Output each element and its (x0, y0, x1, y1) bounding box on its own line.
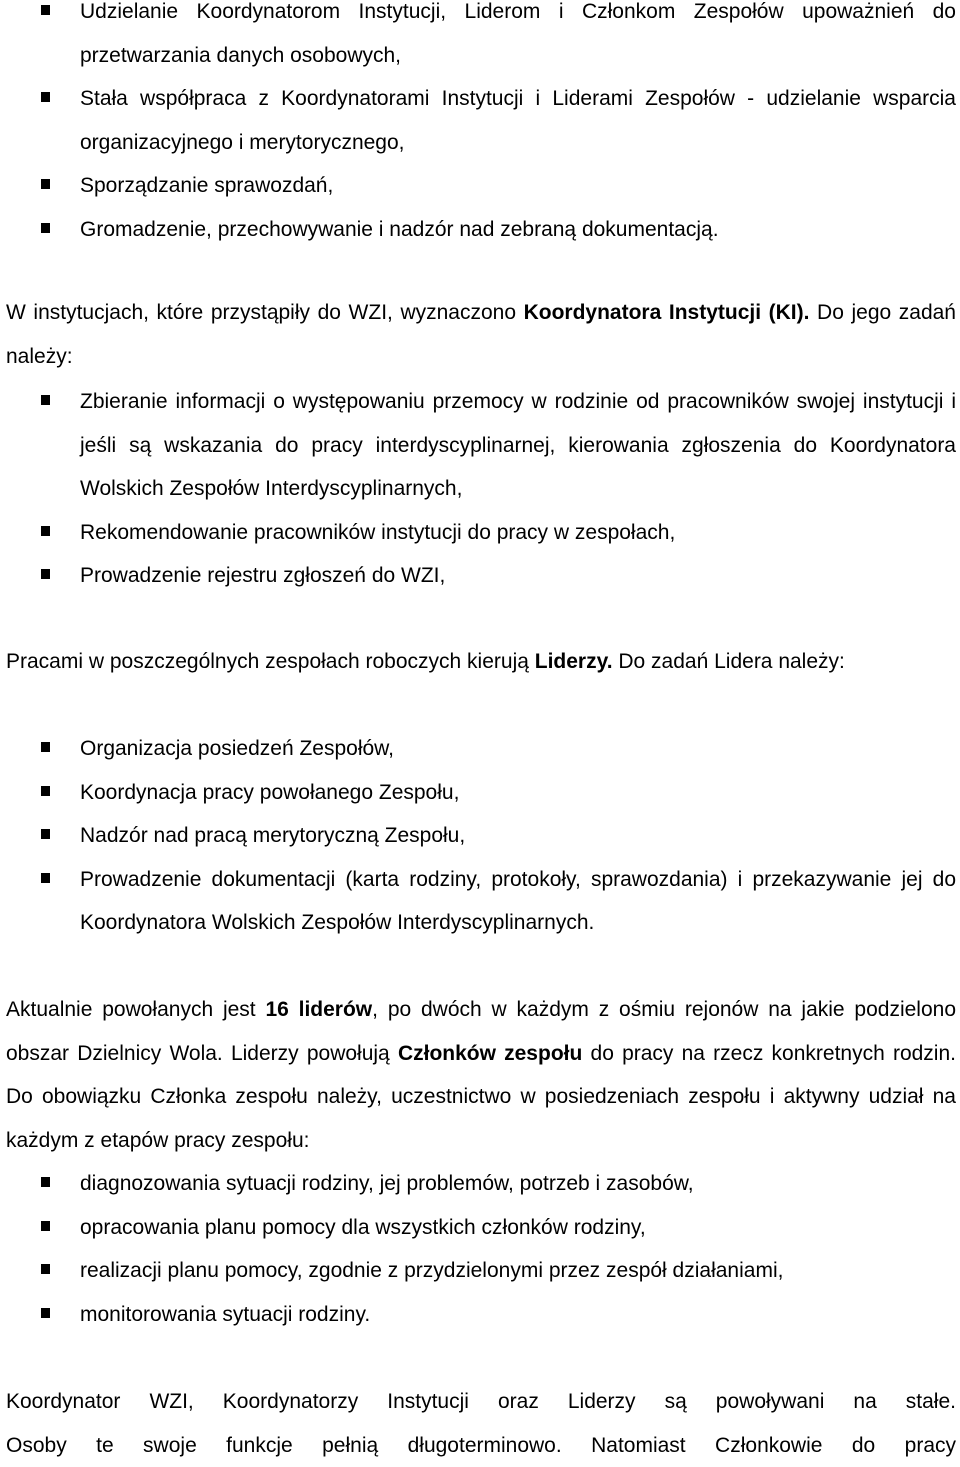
square-bullet-icon (41, 873, 50, 883)
list-item: Rekomendowanie pracowników instytucji do pracy w zespołach, (0, 511, 956, 555)
list-item: monitorowania sytuacji rodziny. (0, 1293, 956, 1337)
list-item: realizacji planu pomocy, zgodnie z przydzielonymi przez zespół działaniami, (0, 1249, 956, 1293)
square-bullet-icon (41, 1177, 50, 1187)
list-item: diagnozowania sytuacji rodziny, jej problemów, potrzeb i zasobów, (0, 1162, 956, 1206)
paragraph-institution-coordinator: W instytucjach, które przystąpiły do WZI, wyznaczono Koordynatora Instytucji (KI). Do jego zadań należy: (6, 301, 956, 368)
list-item: Gromadzenie, przechowywanie i nadzór nad zebraną dokumentacją. (0, 208, 956, 252)
list-item: Prowadzenie dokumentacji (karta rodziny, protokoły, sprawozdania) i przekazywanie jej do Koordynatora Wolskich Zespołów Interdyscyplinarnych. (0, 858, 956, 945)
list-item: Prowadzenie rejestru zgłoszeń do WZI, (0, 554, 956, 598)
list-item: Organizacja posiedzeń Zespołów, (0, 727, 956, 771)
list-item: Stała współpraca z Koordynatorami Instytucji i Liderami Zespołów - udzielanie wsparcia organizacyjnego i merytorycznego, (0, 77, 956, 164)
square-bullet-icon (41, 179, 50, 189)
list-item: Nadzór nad pracą merytoryczną Zespołu, (0, 814, 956, 858)
list-item: opracowania planu pomocy dla wszystkich członków rodziny, (0, 1206, 956, 1250)
list-item: Sporządzanie sprawozdań, (0, 164, 956, 208)
list-item: Zbieranie informacji o występowaniu przemocy w rodzinie od pracowników swojej instytucji i jeśli są wskazania do pracy interdyscyplinarnej, kierowania zgłoszenia do Koordynatora Wolskich Zespołów Interdyscyplinarnych, (0, 380, 956, 511)
square-bullet-icon (41, 92, 50, 102)
list-item: Udzielanie Koordynatorom Instytucji, Liderom i Członkom Zespołów upoważnień do przetwarzania danych osobowych, (0, 0, 956, 77)
square-bullet-icon (41, 1308, 50, 1318)
square-bullet-icon (41, 526, 50, 536)
duties-list-institution-coordinator (0, 380, 956, 598)
list-item: Koordynacja pracy powołanego Zespołu, (0, 771, 956, 815)
square-bullet-icon (41, 742, 50, 752)
duties-list-leader (0, 727, 956, 945)
square-bullet-icon (41, 5, 50, 15)
paragraph-leaders: Pracami w poszczególnych zespołach roboczych kierują Liderzy. Do zadań Lidera należy: (6, 650, 845, 673)
square-bullet-icon (41, 1221, 50, 1231)
square-bullet-icon (41, 223, 50, 233)
duties-list-team-member (0, 1162, 956, 1336)
square-bullet-icon (41, 829, 50, 839)
duties-list-wzi-coordinator (0, 0, 956, 251)
square-bullet-icon (41, 395, 50, 405)
square-bullet-icon (41, 569, 50, 579)
square-bullet-icon (41, 1264, 50, 1274)
paragraph-team-members: Aktualnie powołanych jest 16 liderów, po dwóch w każdym z ośmiu rejonów na jakie podzielono obszar Dzielnicy Wola. Liderzy powołują Członków zespołu do pracy na rzecz konkretnych rodzin. Do obowiązku Członka zespołu należy, uczestnictwo w posiedzeniach zespołu i aktywny udział na każdym z etapów pracy zespołu: (6, 998, 957, 1152)
paragraph-appointment: Koordynator WZI, Koordynatorzy Instytucji oraz Liderzy są powoływani na stałe. Osoby te swoje funkcje pełnią długoterminowo. Natomiast Członkowie do pracy (6, 1390, 956, 1457)
square-bullet-icon (41, 786, 50, 796)
